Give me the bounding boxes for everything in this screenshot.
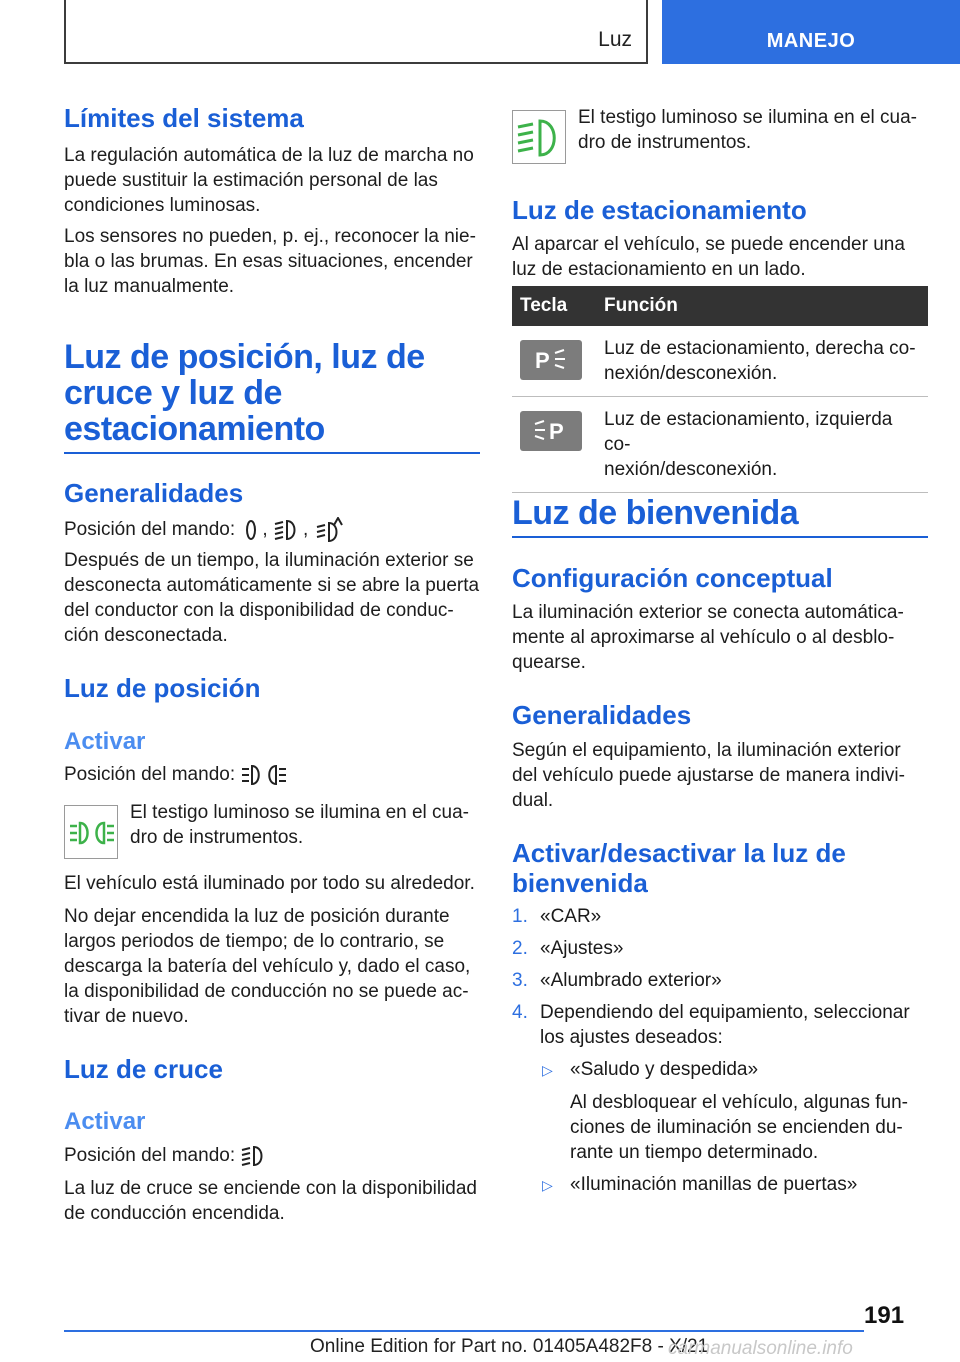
step-num: 3. xyxy=(512,970,528,991)
function-parking-right: Luz de estacionamiento, derecha co- nexión/desconexión. xyxy=(596,326,928,397)
option-door-handles[interactable]: «Iluminación manillas de puertas» xyxy=(570,1174,858,1195)
heading-general: Generalidades xyxy=(64,478,244,508)
section-rule xyxy=(64,452,480,454)
table-row xyxy=(512,397,928,493)
parking-left-icon xyxy=(531,417,571,445)
step-text: «CAR» xyxy=(540,906,602,927)
function-parking-left: Luz de estacionamiento, izquierda co- nexión/desconexión. xyxy=(596,397,928,493)
low-beam-indicator-text: El testigo luminoso se ilumina en el cua- dro de instrumentos. xyxy=(578,107,918,153)
para-general: Después de un tiempo, la iluminación exterior se desconecta automáticamente si se abre la puerta del conductor con la disponibilidad de conduc- ción desconectada. xyxy=(64,550,480,646)
col-header-function: Función xyxy=(596,286,928,326)
subheading-low-beam-activate: Activar xyxy=(64,1108,146,1135)
para-welcome-general: Según el equipamiento, la iluminación exterior del vehículo puede ajustarse de manera indivi- dual. xyxy=(512,740,905,811)
heading-welcome-light: Luz de bienvenida xyxy=(512,494,799,532)
low-beam-switch-line: Posición del mando: xyxy=(64,1143,270,1168)
parking-right-key[interactable] xyxy=(520,340,582,380)
header-section-box xyxy=(64,0,648,64)
heading-system-limits: Límites del sistema xyxy=(64,103,304,133)
switch-off-icon xyxy=(240,518,262,542)
svg-text:P: P xyxy=(535,348,550,373)
step-num: 2. xyxy=(512,938,528,959)
para-system-limits-1: La regulación automática de la luz de marcha no puede sustituir la estimación personal de las condiciones luminosas. xyxy=(64,145,474,216)
bullet-triangle-icon: ▷ xyxy=(542,1062,553,1078)
subheading-position-activate: Activar xyxy=(64,728,146,755)
parking-function-table xyxy=(512,286,928,493)
low-beam-indicator-icon xyxy=(512,110,566,164)
col-header-key: Tecla xyxy=(512,286,596,326)
position-light-icon xyxy=(240,763,290,787)
option-greeting[interactable]: «Saludo y despedida» xyxy=(570,1059,759,1080)
step-text: «Ajustes» xyxy=(540,938,624,959)
heading-concept: Configuración conceptual xyxy=(512,563,833,593)
bullet-triangle-icon: ▷ xyxy=(542,1177,553,1193)
para-low-beam: La luz de cruce se enciende con la disponibilidad de conducción encendida. xyxy=(64,1178,477,1224)
position-switch-line: Posición del mando: xyxy=(64,762,290,787)
parking-left-key[interactable] xyxy=(520,411,582,451)
footer-rule xyxy=(64,1330,864,1332)
para-parking: Al aparcar el vehículo, se puede encender una luz de estacionamiento en un lado. xyxy=(512,234,905,280)
step-text: «Alumbrado exterior» xyxy=(540,970,722,991)
header-section-title: Luz xyxy=(598,28,632,51)
position-indicator-text: El testigo luminoso se ilumina en el cua- dro de instrumentos. xyxy=(130,802,470,848)
main-section-title: Luz de posición, luz de cruce y luz de estacionamiento xyxy=(64,338,425,448)
heading-welcome-general: Generalidades xyxy=(512,700,692,730)
welcome-rule xyxy=(512,536,928,538)
option-greeting-desc: Al desbloquear el vehículo, algunas fun- ciones de iluminación se encienden du- rante un tiempo determinado. xyxy=(570,1092,909,1163)
header-chapter-label: MANEJO xyxy=(766,30,856,52)
heading-position-light: Luz de posición xyxy=(64,673,261,703)
table-header-row xyxy=(512,286,928,326)
para-position-1: El vehículo está iluminado por todo su alrededor. xyxy=(64,873,475,894)
svg-text:P: P xyxy=(549,419,564,444)
header-chapter-tab[interactable] xyxy=(662,0,960,64)
watermark: carmanualsonline.info xyxy=(668,1338,853,1359)
para-concept: La iluminación exterior se conecta automática- mente al aproximarse al vehículo o al desblo- quearse. xyxy=(512,602,904,673)
auto-light-control-icon xyxy=(314,517,344,543)
para-system-limits-2: Los sensores no pueden, p. ej., reconocer la nie- bla o las brumas. En esas situaciones, encender la luz manualmente. xyxy=(64,226,476,297)
heading-parking-light: Luz de estacionamiento xyxy=(512,195,807,225)
para-position-2: No dejar encendida la luz de posición durante largos periodos de tiempo; de lo contrario, se descarga la batería del vehículo y, dado el caso, la disponibilidad de conducción no se puede ac- tivar de nuevo. xyxy=(64,906,471,1027)
table-row xyxy=(512,326,928,397)
position-indicator-icon xyxy=(64,805,118,859)
step-text: Dependiendo del equipamiento, seleccionar los ajustes deseados: xyxy=(540,1002,910,1048)
low-beam-icon xyxy=(240,1144,270,1168)
auto-headlight-icon xyxy=(273,518,303,542)
parking-right-icon xyxy=(531,346,571,374)
heading-welcome-toggle: Activar/desactivar la luz de bienvenida xyxy=(512,838,846,898)
step-num: 1. xyxy=(512,906,528,927)
heading-low-beam: Luz de cruce xyxy=(64,1054,223,1084)
step-num: 4. xyxy=(512,1002,528,1023)
page-number: 191 xyxy=(864,1302,905,1329)
footer-edition: Online Edition for Part no. 01405A482F8 - X/21 xyxy=(310,1336,709,1357)
switch-positions-line: Posición del mando: , , xyxy=(64,517,344,543)
